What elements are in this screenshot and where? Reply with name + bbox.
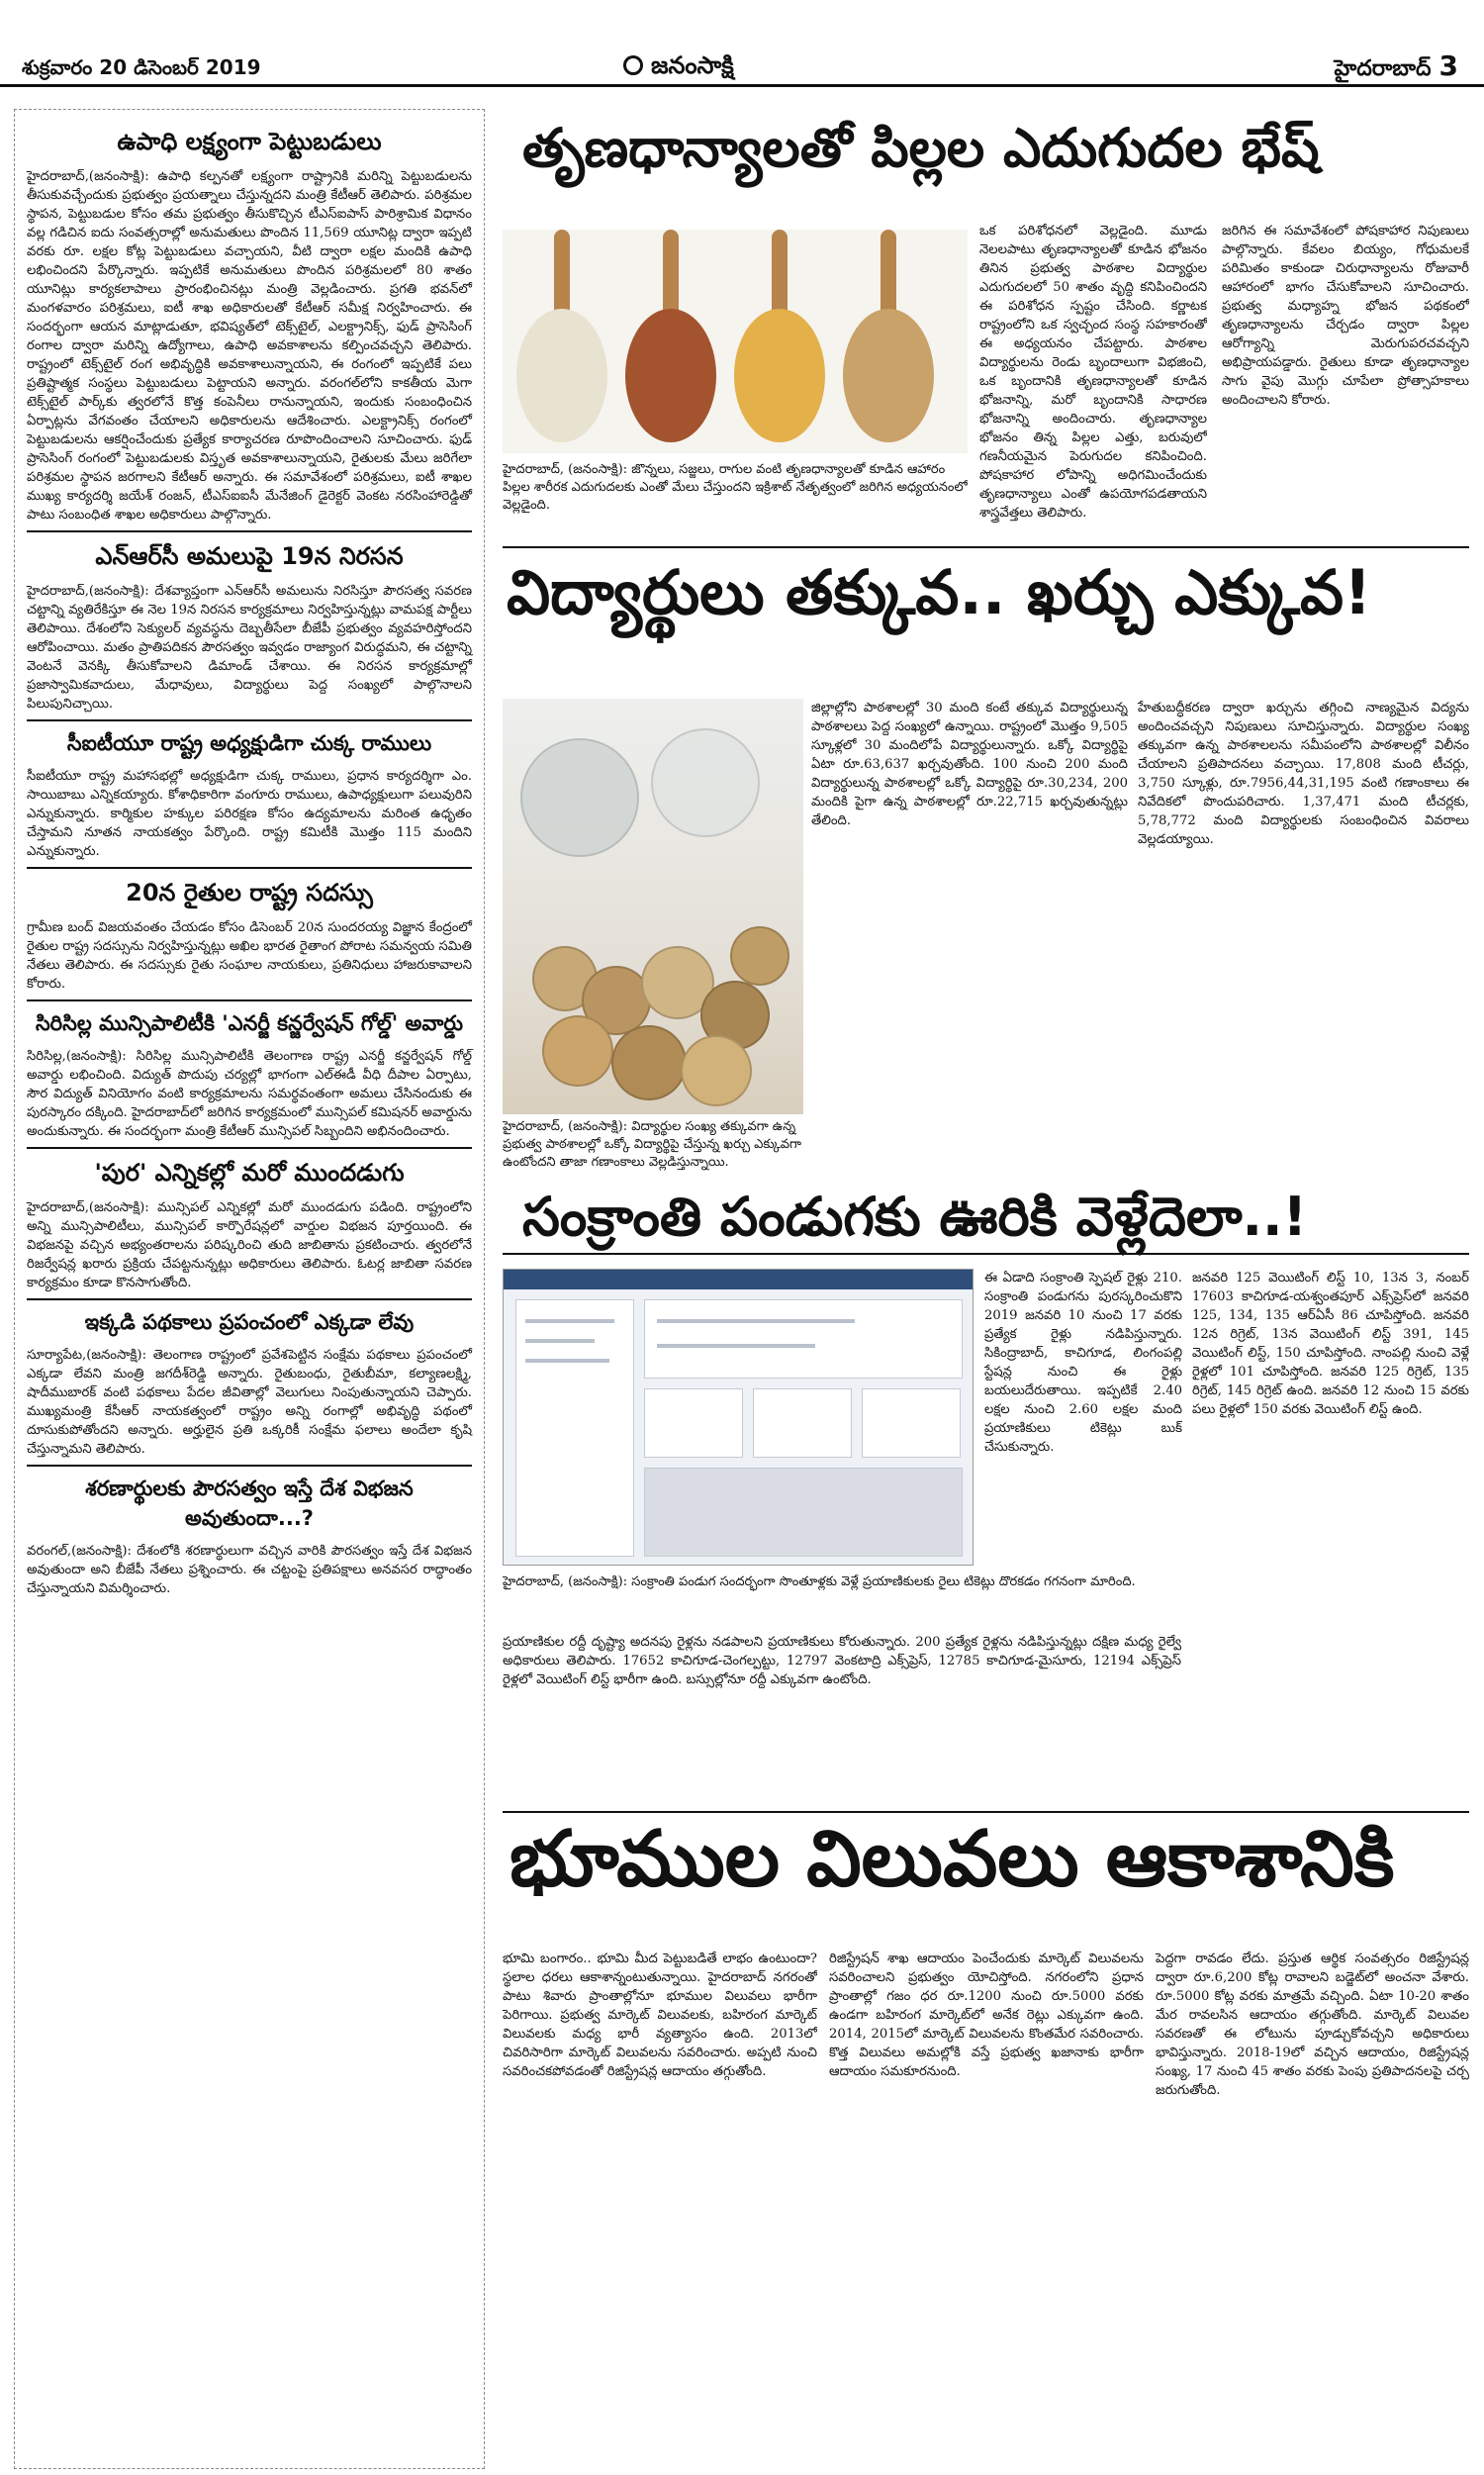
left-article-8-body: వరంగల్,(జనంసాక్షి): దేశంలోకి శరణార్థులుగా వచ్చిన వారికి పౌరసత్వం ఇస్తే దేశ విభజన అవుతుందా అని బీజేపీ నేతలు ప్రశ్నించారు. ఈ చట్టంపై ప్రతిపక్షాలు అనవసర రాద్ధాంతం చేస్తున్నాయని విమర్శించారు. bbox=[27, 1544, 472, 1596]
left-article-5-body: సిరిసిల్ల,(జనంసాక్షి): సిరిసిల్ల మున్సిపాలిటీకి తెలంగాణ రాష్ట్ర ఎనర్జీ కన్జర్వేషన్ గోల్డ్ అవార్డు లభించింది. విద్యుత్ పొదుపు చర్యల్లో భాగంగా ఎల్‌ఈడీ వీధి దీపాల ఏర్పాటు, సౌర విద్యుత్ వినియోగం వంటి కార్యక్రమాలను సమర్థవంతంగా అమలు చేసినందుకు ఈ పురస్కారం దక్కింది. హైదరాబాద్‌లో జరిగిన కార్యక్రమంలో మున్సిపల్ కమిషనర్ అవార్డును అందుకున్నారు. ఈ సందర్భంగా మంత్రి కేటీఆర్ మున్సిపల్ సిబ్బందిని అభినందించారు. bbox=[27, 1049, 472, 1139]
railway-reservation-screenshot bbox=[503, 1269, 974, 1566]
headline-sankranti: సంక్రాంతి పండుగకు ఊరికి వెళ్లేదెలా..! bbox=[522, 1186, 1308, 1248]
left-article-1-body: హైదరాబాద్,(జనంసాక్షి): ఉపాధి కల్పనతో లక్ష్యంగా రాష్ట్రానికి మరిన్ని పెట్టుబడులను తీసుకువచ్చేందుకు ప్రభుత్వం ప్రయత్నాలు చేస్తున్నదని మంత్రి కేటీఆర్ తెలిపారు. పరిశ్రమల స్థాపన, పెట్టుబడుల కోసం తమ ప్రభుత్వం తీసుకొచ్చిన టీఎస్‌ఐపాస్ పారిశ్రామిక విధానం వల్ల గడిచిన ఐదు సంవత్సరాల్లో అనుమతులు పొందిన 11,569 యూనిట్ల ద్వారా ఇప్పటి వరకు రూ. లక్షల కోట్ల పెట్టుబడులు వచ్చాయని, వీటి ద్వారా లక్షల మందికి ఉపాధి లభించిందని పేర్కొన్నారు. ఇప్పటికే అనుమతులు పొందిన పరిశ్రమలలో 80 శాతం యూనిట్లు కార్యకలాపాలు ప్రారంభించినట్లు మంత్రి వెల్లడించారు. ప్రగతి భవన్‌లో మంగళవారం పరిశ్రమలు, ఐటీ శాఖ అధికారులతో కేటీఆర్ సమీక్ష నిర్వహించారు. ఈ సందర్భంగా ఆయన మాట్లాడుతూ, భవిష్యత్‌లో టెక్స్‌టైల్, ఎలక్ట్రానిక్స్, ఫుడ్ ప్రాసెసింగ్ రంగాల ద్వారా మరిన్ని ఉద్యోగాలు, ఉపాధి అవకాశాలను కల్పించవచ్చని తెలిపారు. రాష్ట్రంలో టెక్స్‌టైల్ రంగ అభివృద్ధికి అవకాశాలున్నాయని, ఈ రంగంలో ఇప్పటికే పలు ప్రతిష్టాత్మక సంస్థలు పెట్టుబడులు పెట్టాయని అన్నారు. వరంగల్‌లోని కాకతీయ మెగా టెక్స్‌టైల్ పార్క్‌కు త్వరలోనే కొత్త కంపెనీలు రానున్నాయని, ఇందుకు సంబంధించిన ఏర్పాట్లను వేగవంతం చేయాలని అధికారులను ఆదేశించారు. ఎలక్ట్రానిక్స్ రంగంలో పెట్టుబడులను ఆకర్షించేందుకు ప్రత్యేక కార్యాచరణ రూపొందించాలని సూచించారు. ఫుడ్ ప్రాసెసింగ్ రంగంలో పెట్టుబడులకు విస్తృత అవకాశాలున్నాయని, రైతులకు మేలు జరిగేలా పరిశ్రమల స్థాపన జరగాలని కేటీఆర్ అన్నారు. ఈ సమావేశంలో పరిశ్రమలు, ఐటీ శాఖల ముఖ్య కార్యదర్శి జయేశ్ రంజన్, టీఎస్‌ఐఐసీ మేనేజింగ్ డైరెక్టర్ వెంకట నరసింహారెడ్డితో పాటు సంబంధిత శాఖల అధికారులు పాల్గొన్నారు. bbox=[27, 169, 472, 523]
millet-article-body-2: జరిగిన ఈ సమావేశంలో పోషకాహార నిపుణులు పాల్గొన్నారు. కేవలం బియ్యం, గోధుమలకే పరిమితం కాకుండా చిరుధాన్యాలను రోజువారీ ఆహారంలో భాగం చేసుకోవాలని సూచించారు. ప్రభుత్వ మధ్యాహ్న భోజన పథకంలో తృణధాన్యాలను చేర్చడం ద్వారా పిల్లల ఆరోగ్యాన్ని మెరుగుపరచవచ్చని అభిప్రాయపడ్డారు. రైతులు కూడా తృణధాన్యాల సాగు వైపు మొగ్గు చూపేలా ప్రోత్సాహకాలు అందించాలని కోరారు. bbox=[1222, 224, 1469, 408]
divider bbox=[27, 1298, 472, 1300]
logo-icon bbox=[623, 55, 643, 75]
left-headline-8: శరణార్థులకు పౌరసత్వం ఇస్తే దేశ విభజన అవుతుందా...? bbox=[85, 1476, 414, 1530]
coins-photo-caption: హైదరాబాద్, (జనంసాక్షి): విద్యార్థుల సంఖ్య తక్కువగా ఉన్న ప్రభుత్వ పాఠశాలల్లో ఒక్కో విద్యార్థిపై చేస్తున్న ఖర్చు ఎక్కువగా ఉంటోందని తాజా గణాంకాలు వెల్లడిస్తున్నాయి. bbox=[503, 1119, 801, 1170]
coins-jar-photo bbox=[503, 699, 803, 1114]
section-divider bbox=[503, 1811, 1469, 1813]
masthead bbox=[0, 0, 1484, 87]
sankranti-article-body-1: ఈ ఏడాది సంక్రాంతి స్పెషల్ రైళ్లు 210. సంక్రాంతి పండుగను పురస్కరించుకొని 2019 జనవరి 10 నుంచి 17 వరకు ప్రత్యేక రైళ్లు నడిపిస్తున్నారు. సికింద్రాబాద్, కాచిగూడ, లింగంపల్లి స్టేషన్ల నుంచి ఈ రైళ్లు బయలుదేరుతాయి. ఇప్పటికే 2.40 లక్షల నుంచి 2.60 లక్షల మంది ప్రయాణికులు టికెట్లు బుక్ చేసుకున్నారు. bbox=[984, 1271, 1182, 1455]
left-news-column bbox=[14, 109, 485, 2469]
left-article-6-body: హైదరాబాద్,(జనంసాక్షి): మున్సిపల్ ఎన్నికల్లో మరో ముందడుగు పడింది. రాష్ట్రంలోని అన్ని మున్సిపాలిటీలు, మున్సిపల్ కార్పొరేషన్లలో వార్డుల విభజన పూర్తయింది. ఈ విభజనపై వచ్చిన అభ్యంతరాలను పరిష్కరించి తుది జాబితాను ప్రకటించారు. త్వరలోనే రిజర్వేషన్ల ఖరారు ప్రక్రియ చేపట్టనున్నట్లు అధికారులు తెలిపారు. ఓటర్ల జాబితా సవరణ కార్యక్రమం కూడా కొనసాగుతోంది. bbox=[27, 1200, 472, 1290]
divider bbox=[27, 1147, 472, 1149]
students-article-body-1: జిల్లాల్లోని పాఠశాలల్లో 30 మంది కంటే తక్కువ విద్యార్థులున్న పాఠశాలలు పెద్ద సంఖ్యలో ఉన్నాయి. రాష్ట్రంలో మొత్తం 9,505 స్కూళ్లలో 30 మందిలోపే విద్యార్థులున్నారు. ఒక్కో విద్యార్థిపై ఏటా రూ.63,637 ఖర్చవుతోంది. 100 నుంచి 200 మంది విద్యార్థులున్న పాఠశాలల్లో ఒక్కో విద్యార్థిపై రూ.30,234, 200 మందికి పైగా ఉన్న పాఠశాలల్లో రూ.22,715 ఖర్చవుతున్నట్లు తేలింది. bbox=[811, 701, 1128, 828]
divider bbox=[27, 1000, 472, 1001]
millet-article-body-1: ఒక పరిశోధనలో వెల్లడైంది. మూడు నెలలపాటు తృణధాన్యాలతో కూడిన భోజనం తినిన ప్రభుత్వ పాఠశాల విద్యార్థుల ఎదుగుదలలో 50 శాతం వృద్ధి కనిపించిందని ఈ పరిశోధన స్పష్టం చేసింది. కర్ణాటక రాష్ట్రంలోని ఒక స్వచ్ఛంద సంస్థ సహకారంతో ఈ అధ్యయనం చేపట్టారు. పాఠశాల విద్యార్థులను రెండు బృందాలుగా విభజించి, ఒక బృందానికి తృణధాన్యాలతో కూడిన భోజనాన్ని, మరో బృందానికి సాధారణ భోజనాన్ని అందించారు. తృణధాన్యాల భోజనం తిన్న పిల్లల ఎత్తు, బరువులో గణనీయమైన పెరుగుదల కనిపించింది. పోషకాహార లోపాన్ని అధిగమించేందుకు తృణధాన్యాలు ఎంతో ఉపయోగపడతాయని శాస్త్రవేత్తలు తెలిపారు. bbox=[979, 224, 1207, 521]
section-divider bbox=[503, 546, 1469, 548]
divider bbox=[27, 1465, 472, 1467]
land-article-body-1: భూమి బంగారం.. భూమి మీద పెట్టుబడితే లాభం ఉంటుందా? స్థలాల ధరలు ఆకాశాన్నంటుతున్నాయి. హైదరాబాద్ నగరంతో పాటు శివారు ప్రాంతాల్లోనూ భూముల విలువలు భారీగా పెరిగాయి. ప్రభుత్వ మార్కెట్ విలువలకు, బహిరంగ మార్కెట్ విలువలకు మధ్య భారీ వ్యత్యాసం ఉంది. 2013లో చివరిసారిగా మార్కెట్ విలువలను సవరించారు. అప్పటి నుంచి సవరించకపోవడంతో రిజిస్ట్రేషన్ల ఆదాయం తగ్గుతోంది. bbox=[503, 1951, 817, 2079]
logo-text: జనంసాక్షి bbox=[651, 51, 734, 79]
left-headline-5: సిరిసిల్ల మున్సిపాలిటీకి 'ఎనర్జీ కన్జర్వేషన్ గోల్డ్' అవార్డు bbox=[35, 1011, 464, 1035]
millet-spoons-photo bbox=[503, 230, 968, 453]
land-article-body-3: పెద్దగా రావడం లేదు. ప్రస్తుత ఆర్థిక సంవత్సరం రిజిస్ట్రేషన్ల ద్వారా రూ.6,200 కోట్ల రావాలని బడ్జెట్‌లో అంచనా వేశారు. రూ.5000 కోట్ల వరకు మాత్రమే వచ్చింది. ఏటా 10-20 శాతం మేర రావలసిన ఆదాయం తగ్గుతోంది. మార్కెట్ విలువల సవరణతో ఈ లోటును పూడ్చుకోవచ్చని అధికారులు భావిస్తున్నారు. 2018-19లో వచ్చిన ఆదాయం, రిజిస్ట్రేషన్ల సంఖ్య, 17 నుంచి 45 శాతం వరకు పెంపు ప్రతిపాదనలపై చర్చ జరుగుతోంది. bbox=[1156, 1951, 1469, 2098]
issue-date: శుక్రవారం 20 డిసెంబర్ 2019 bbox=[22, 55, 261, 79]
left-headline-7: ఇక్కడి పథకాలు ప్రపంచంలో ఎక్కడా లేవు bbox=[84, 1310, 415, 1334]
newspaper-logo bbox=[623, 51, 734, 85]
headline-students: విద్యార్థులు తక్కువ.. ఖర్చు ఎక్కువ! bbox=[507, 556, 1372, 628]
headline-land-values: భూముల విలువలు ఆకాశానికి bbox=[510, 1815, 1395, 1904]
land-article-body-2: రిజిస్ట్రేషన్ శాఖ ఆదాయం పెంచేందుకు మార్కెట్ విలువలను సవరించాలని ప్రభుత్వం యోచిస్తోంది. నగరంలోని ప్రధాన ప్రాంతాల్లో గజం ధర రూ.1200 నుంచి రూ.5000 వరకు ఉండగా బహిరంగ మార్కెట్‌లో అనేక రెట్లు ఎక్కువగా ఉంది. 2014, 2015లో మార్కెట్ విలువలను కొంతమేర సవరించారు. కొత్త విలువలు అమల్లోకి వస్తే ప్రభుత్వ ఖజానాకు భారీగా ఆదాయం సమకూరనుంది. bbox=[829, 1951, 1144, 2079]
sankranti-article-body-3: ప్రయాణికుల రద్దీ దృష్ట్యా అదనపు రైళ్లను నడపాలని ప్రయాణికులు కోరుతున్నారు. 200 ప్రత్యేక రైళ్లను నడిపిస్తున్నట్లు దక్షిణ మధ్య రైల్వే అధికారులు తెలిపారు. 17652 కాచిగూడ-చెంగల్పట్టు, 12797 వెంకటాద్రి ఎక్స్‌ప్రెస్, 12785 కాచిగూడ-మైసూరు, 12194 ఎక్స్‌ప్రెస్ రైళ్లలో వెయిటింగ్ లిస్ట్ భారీగా ఉంది. బస్సుల్లోనూ రద్దీ ఎక్కువగా ఉంటోంది. bbox=[503, 1635, 1181, 1687]
left-headline-1: ఉపాధి లక్ష్యంగా పెట్టుబడులు bbox=[117, 128, 382, 155]
left-article-2-body: హైదరాబాద్,(జనంసాక్షి): దేశవ్యాప్తంగా ఎన్‌ఆర్‌సీ అమలును నిరసిస్తూ పౌరసత్వ సవరణ చట్టాన్ని వ్యతిరేకిస్తూ ఈ నెల 19న నిరసన కార్యక్రమాలు నిర్వహిస్తున్నట్లు వామపక్ష పార్టీలు తెలిపాయి. దేశంలోని సెక్యులర్ వ్యవస్థను దెబ్బతీసేలా బీజేపీ ప్రభుత్వం వ్యవహరిస్తోందని ఆరోపించాయి. మతం ప్రాతిపదికన పౌరసత్వం ఇవ్వడం రాజ్యాంగ విరుద్ధమని, ఈ చట్టాన్ని వెంటనే వెనక్కి తీసుకోవాలని డిమాండ్ చేశాయి. ఈ నిరసన కార్యక్రమాల్లో ప్రజాస్వామికవాదులు, మేధావులు, విద్యార్థులు పెద్ద సంఖ్యలో పాల్గొనాలని పిలుపునిచ్చాయి. bbox=[27, 584, 472, 712]
sankranti-photo-caption: హైదరాబాద్, (జనంసాక్షి): సంక్రాంతి పండుగ సందర్భంగా సొంతూళ్లకు వెళ్లే ప్రయాణికులకు రైలు టికెట్లు దొరకడం గగనంగా మారింది. bbox=[503, 1574, 1136, 1589]
students-article-body-2: హేతుబద్ధీకరణ ద్వారా ఖర్చును తగ్గించి నాణ్యమైన విద్యను అందించవచ్చని నిపుణులు సూచిస్తున్నారు. విద్యార్థుల సంఖ్య తక్కువగా ఉన్న పాఠశాలలను సమీపంలోని పాఠశాలల్లో విలీనం చేయాలని ప్రతిపాదనలు వచ్చాయి. 17,808 మంది టీచర్లు, 3,750 స్కూళ్లు, రూ.7956,44,31,195 వంటి గణాంకాలు ఈ నివేదికలో పొందుపరిచారు. 1,37,471 మంది టీచర్లకు, 5,78,772 మంది విద్యార్థులకు సంబంధించిన వివరాలు వెల్లడయ్యాయి. bbox=[1138, 701, 1469, 847]
left-headline-4: 20న రైతుల రాష్ట్ర సదస్సు bbox=[126, 879, 373, 906]
edition-city: హైదరాబాద్ bbox=[1334, 56, 1432, 81]
page-edition bbox=[1335, 49, 1458, 86]
sankranti-article-body-2: జనవరి 125 వెయిటింగ్ లిస్ట్ 10, 13న 3, నంబర్ 17603 కాచిగూడ-యశ్వంతపూర్ ఎక్స్‌ప్రెస్‌లో జనవరి 125, 134, 135 ఆర్ఏసీ 86 చూపిస్తోంది. జనవరి 12న రిగ్రెట్, 13న వెయిటింగ్ లిస్ట్ 391, 145 వెయిటింగ్ లిస్ట్, 150 చూపిస్తోంది. నాంపల్లి నుంచి వెళ్లే రైళ్లలో 101 చూపిస్తోంది. జనవరి 125 రిగ్రెట్, 135 రిగ్రెట్, 145 రిగ్రెట్ ఉంది. జనవరి 12 నుంచి 15 వరకు పలు రైళ్లలో 150 వరకు వెయిటింగ్ లిస్ట్ ఉంది. bbox=[1192, 1271, 1469, 1417]
divider bbox=[27, 719, 472, 721]
left-headline-2: ఎన్‌ఆర్‌సీ అమలుపై 19న నిరసన bbox=[95, 542, 404, 570]
divider bbox=[27, 867, 472, 869]
left-headline-6: 'పుర' ఎన్నికల్లో మరో ముందడుగు bbox=[94, 1159, 405, 1187]
left-headline-3: సీఐటీయూ రాష్ట్ర అధ్యక్షుడిగా చుక్క రాములు bbox=[66, 731, 432, 755]
left-article-4-body: గ్రామీణ బంద్ విజయవంతం చేయడం కోసం డిసెంబర్ 20న సుందరయ్య విజ్ఞాన కేంద్రంలో రైతుల రాష్ట్ర సదస్సును నిర్వహిస్తున్నట్లు అఖిల భారత రైతాంగ పోరాట సమన్వయ సమితి నేతలు తెలిపారు. ఈ సదస్సుకు రైతు సంఘాల నాయకులు, ప్రతినిధులు హాజరుకావాలని కోరారు. bbox=[27, 920, 472, 992]
headline-millets: తృణధాన్యాలతో పిల్లల ఎదుగుదల భేష్ bbox=[522, 117, 1320, 179]
left-article-7-body: సూర్యాపేట,(జనంసాక్షి): తెలంగాణ రాష్ట్రంలో ప్రవేశపెట్టిన సంక్షేమ పథకాలు ప్రపంచంలో ఎక్కడా లేవని మంత్రి జగదీశ్‌రెడ్డి అన్నారు. రైతుబంధు, రైతుబీమా, కల్యాణలక్ష్మి, షాదీముబారక్ వంటి పథకాలు పేదల జీవితాల్లో వెలుగులు నింపుతున్నాయని చెప్పారు. ముఖ్యమంత్రి కేసీఆర్ నాయకత్వంలో రాష్ట్రం అన్ని రంగాల్లో అభివృద్ధి పథంలో దూసుకుపోతోందని అన్నారు. అర్హులైన ప్రతి ఒక్కరికీ సంక్షేమ ఫలాలు అందేలా కృషి చేస్తున్నామని తెలిపారు. bbox=[27, 1348, 472, 1457]
left-article-3-body: సీఐటీయూ రాష్ట్ర మహాసభల్లో అధ్యక్షుడిగా చుక్క రాములు, ప్రధాన కార్యదర్శిగా ఎం. సాయిబాబు ఎన్నికయ్యారు. కోశాధికారిగా వంగూరు రాములు, ఉపాధ్యక్షులుగా పలువురిని ఎన్నుకున్నారు. కార్మికుల హక్కుల పరిరక్షణ కోసం ఉద్యమాలను మరింత ఉధృతం చేస్తామని నూతన నాయకత్వం పేర్కొంది. రాష్ట్ర కమిటీకి మొత్తం 115 మందిని ఎన్నుకున్నారు. bbox=[27, 769, 472, 859]
page-number: 3 bbox=[1438, 49, 1458, 82]
divider bbox=[27, 530, 472, 532]
millet-photo-caption: హైదరాబాద్, (జనంసాక్షి): జొన్నలు, సజ్జలు, రాగుల వంటి తృణధాన్యాలతో కూడిన ఆహారం పిల్లల శారీరక ఎదుగుదలకు ఎంతో మేలు చేస్తుందని ఇక్రిశాట్ నేతృత్వంలో జరిగిన అధ్యయనంలో వెల్లడైంది. bbox=[503, 462, 968, 513]
